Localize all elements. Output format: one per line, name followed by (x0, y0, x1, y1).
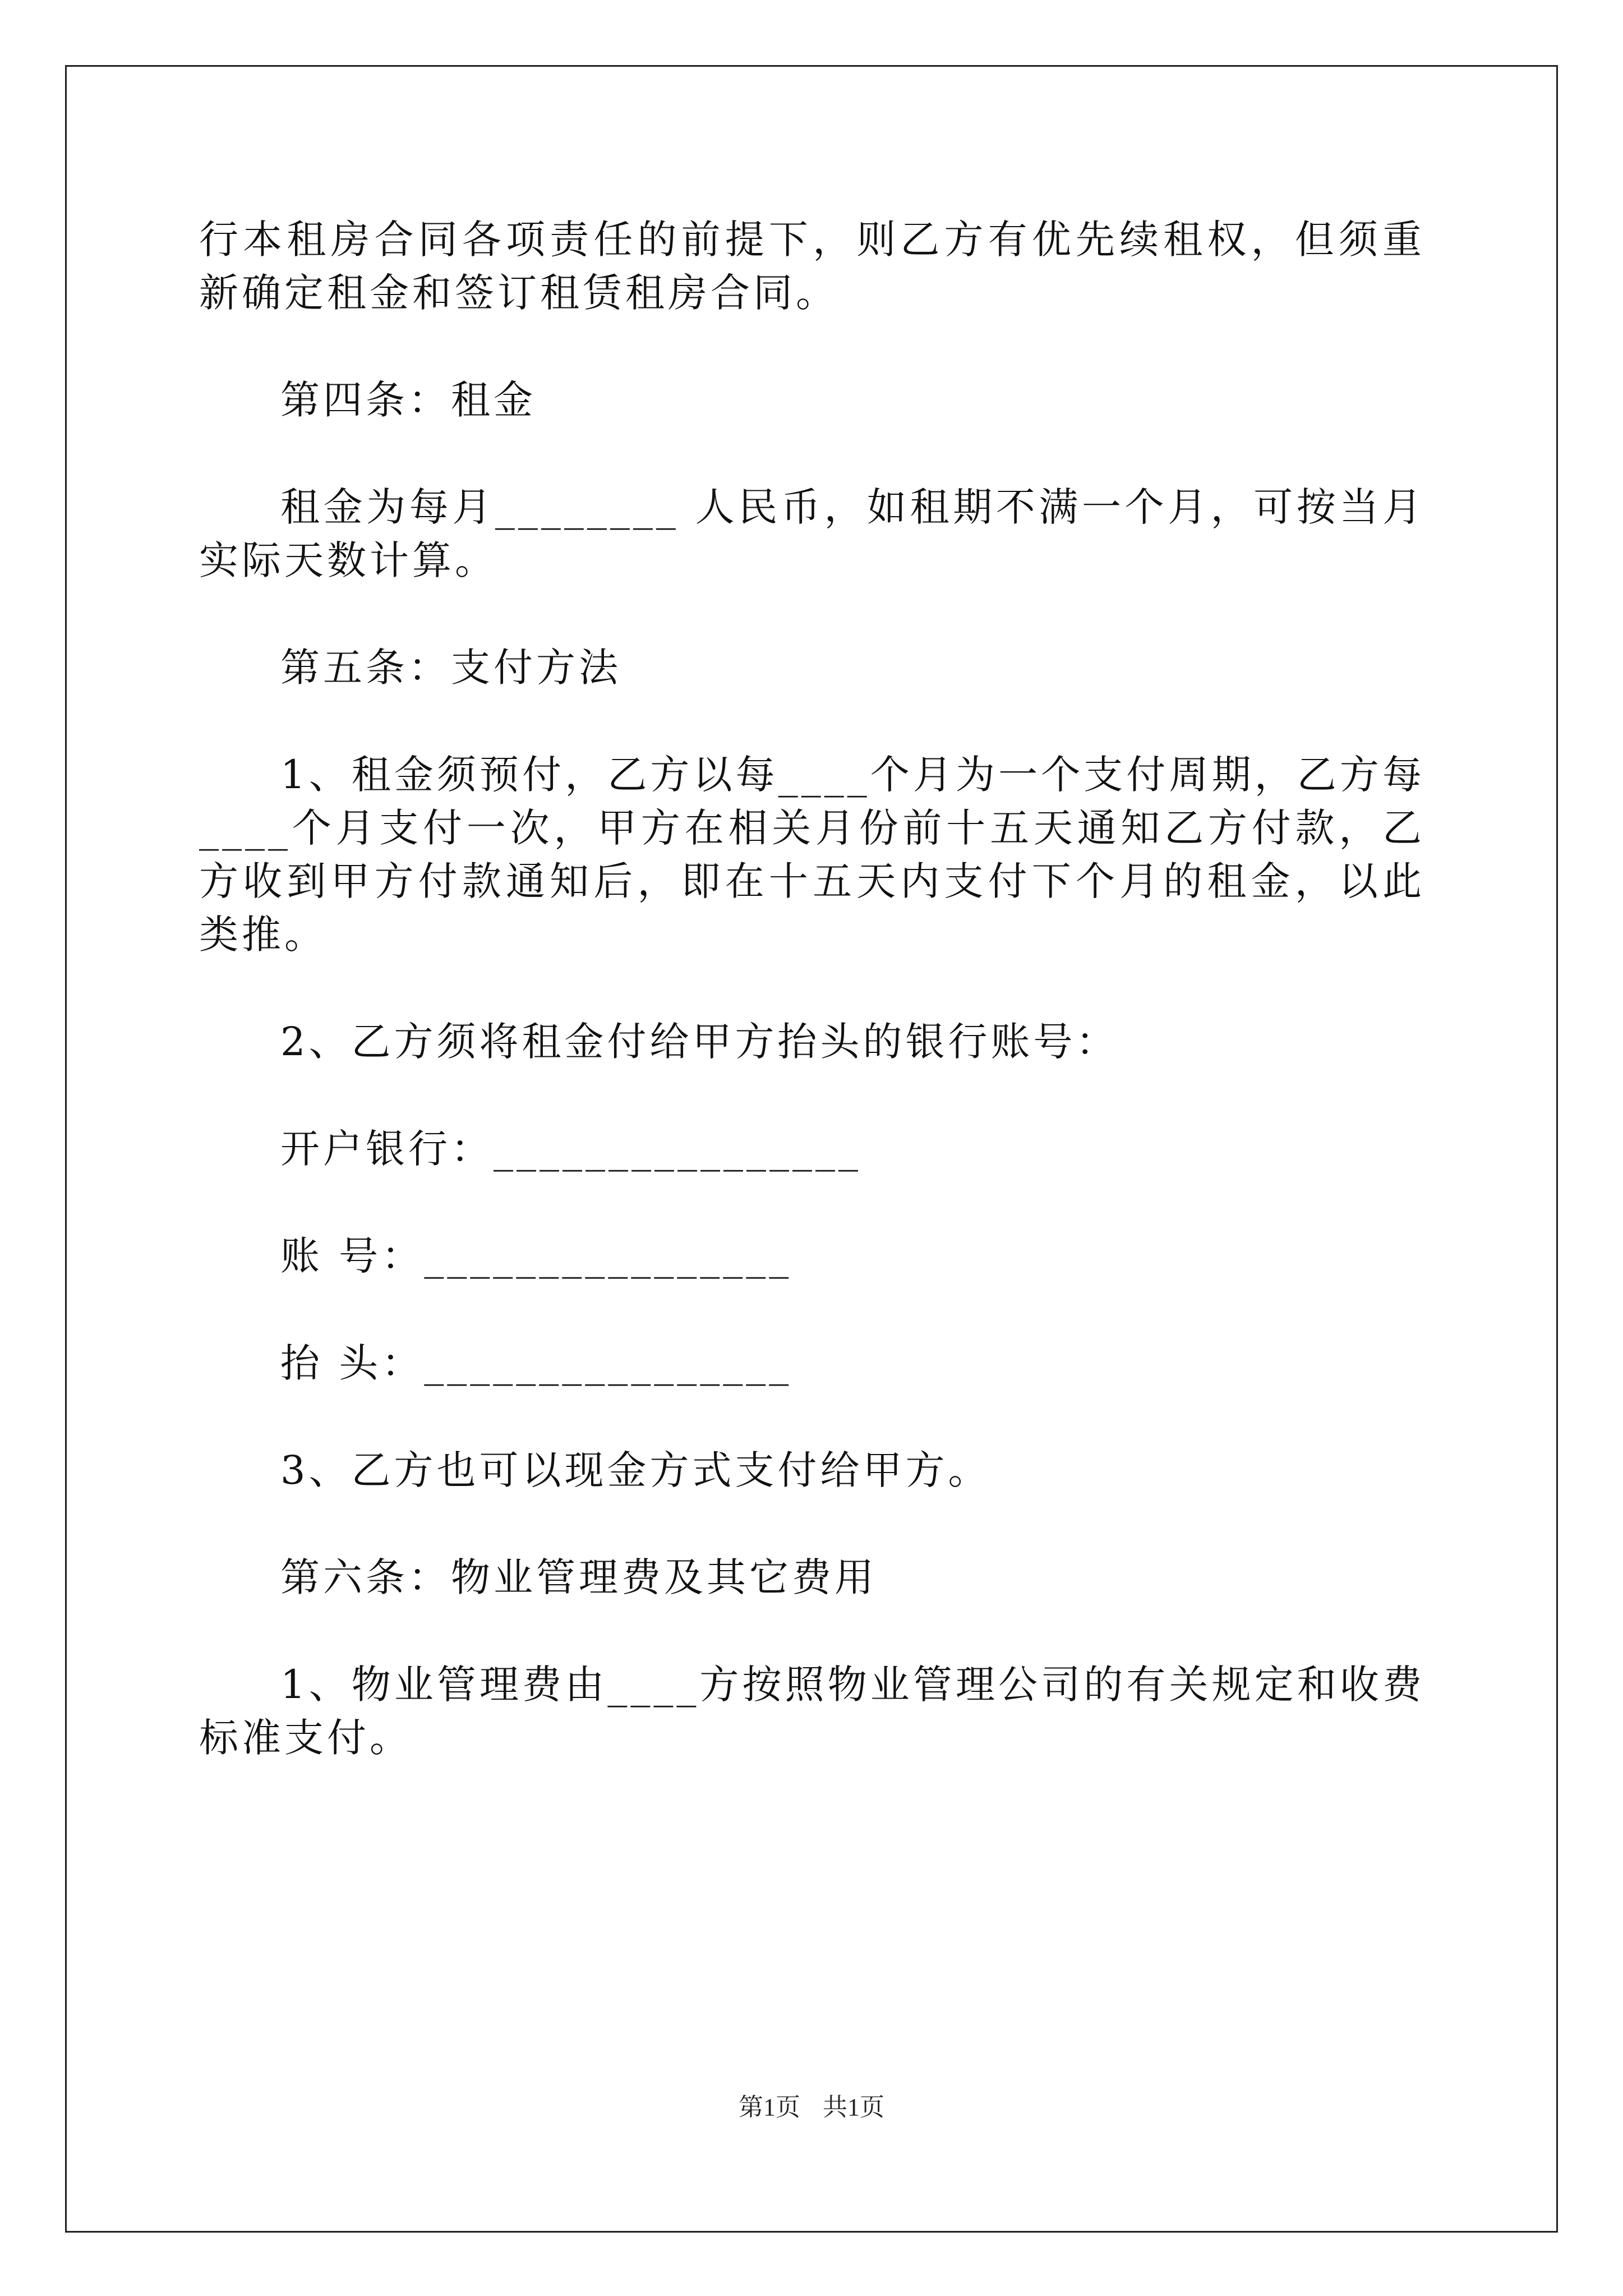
account-title-field: 抬 头：________________ (280, 1340, 792, 1386)
account-number-field: 账 号：________________ (280, 1233, 792, 1279)
cash-payment-clause: 3、乙方也可以现金方式支付给甲方。 (280, 1447, 991, 1493)
bank-name-field: 开户银行：________________ (280, 1126, 861, 1172)
property-fee-clause: 1、物业管理费由____方按照物业管理公司的有关规定和收费标准支付。 (199, 1662, 1425, 1761)
article-5-heading: 第五条：支付方法 (280, 645, 621, 691)
rent-amount-clause: 租金为每月________ 人民币，如租期不满一个月，可按当月实际天数计算。 (199, 484, 1425, 583)
page-number: 第1页 (739, 2093, 800, 2121)
page-footer (0, 2087, 1623, 2123)
bank-account-clause: 2、乙方须将租金付给甲方抬头的银行账号： (280, 1019, 1119, 1065)
document-body (199, 213, 1425, 1819)
paragraph-continuation: 行本租房合同各项责任的前提下，则乙方有优先续租权，但须重新确定租金和签订租赁租房合同。 (199, 217, 1425, 316)
article-4-heading: 第四条：租金 (280, 377, 536, 423)
page-total: 共1页 (823, 2093, 884, 2121)
article-6-heading: 第六条：物业管理费及其它费用 (280, 1554, 877, 1600)
payment-cycle-clause: 1、租金须预付，乙方以每____个月为一个支付周期，乙方每____个月支付一次，甲方在相关月份前十五天通知乙方付款，乙方收到甲方付款通知后，即在十五天内支付下个月的租金，以此类推。 (199, 752, 1425, 958)
